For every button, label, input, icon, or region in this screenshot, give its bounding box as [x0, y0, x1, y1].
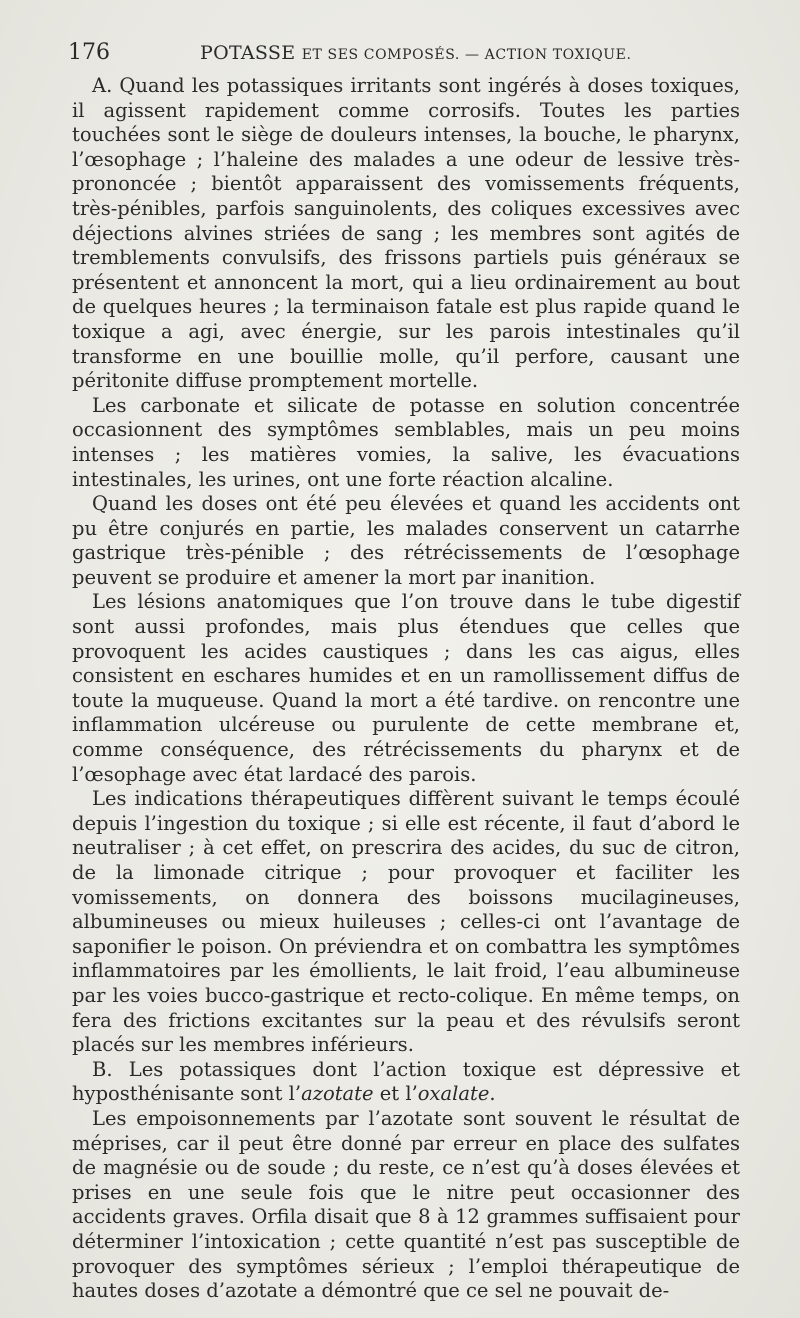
paragraph: A. Quand les potassiques irritants sont ingérés à doses toxiques, il agissent rapidement comme corrosifs. Toutes les parties touchées sont le siège de douleurs intenses, la bouche, le pharynx, l’œsophage ; l’haleine des malades a une odeur de lessive très-prononcée ; bientôt apparaissent des vomissements fréquents, très-pénibles, parfois sanguinolents, des coliques excessives avec déjections alvines striées de sang ; les membres sont agités de tremblements convulsifs, des frissons partiels puis généraux se présentent et annoncent la mort, qui a lieu ordinairement au bout de quelques heures ; la terminaison fatale est plus rapide quand le toxique a agi, avec énergie, sur les parois intestinales qu’il transforme en une bouillie molle, qu’il perfore, causant une péritonite diffuse promptement mortelle.	[72, 74, 740, 393]
body-text	[72, 74, 740, 1304]
paragraph: Les indications thérapeutiques diffèrent suivant le temps écoulé depuis l’ingestion du toxique ; si elle est récente, il faut d’abord le neutraliser ; à cet effet, on prescrira des acides, du suc de citron, de la limonade citrique ; pour provoquer et faciliter les vomissements, on donnera des boissons mucilagineuses, albumineuses ou mieux huileuses ; celles-ci ont l’avantage de saponifier le poison. On préviendra et on combattra les symptômes inflammatoires par les émollients, le lait froid, l’eau albumineuse par les voies bucco-gastrique et recto-colique. En même temps, on fera des frictions excitantes sur la peau et des révulsifs seront placés sur les membres inférieurs.	[72, 787, 740, 1057]
running-head	[200, 42, 632, 64]
paragraph: Quand les doses ont été peu élevées et quand les accidents ont pu être conjurés en partie, les malades conservent un catarrhe gastrique très-pénible ; des rétrécissements de l’œsophage peuvent se produire et amener la mort par inanition.	[72, 492, 740, 589]
running-head-title: POTASSE	[200, 42, 296, 64]
azotate-term: azotate	[301, 1082, 374, 1106]
paragraph-b-end: .	[489, 1082, 496, 1106]
paragraph: Les carbonate et silicate de potasse en solution concentrée occasionnent des symptômes semblables, mais un peu moins intenses ; les matières vomies, la salive, les évacuations intestinales, les urines, ont une forte réaction alcaline.	[72, 393, 740, 491]
running-head-subtitle: ET SES COMPOSÉS. — ACTION TOXIQUE.	[301, 47, 632, 63]
paragraph-b-connector: et l’	[373, 1082, 418, 1106]
paragraph: Les lésions anatomiques que l’on trouve dans le tube digestif sont aussi profondes, mais plus étendues que celles que provoquent les acides caustiques ; dans les cas aigus, elles consistent en eschares humides et en un ramollissement diffus de toute la muqueuse. Quand la mort a été tardive. on rencontre une inflammation ulcéreuse ou purulente de cette membrane et, comme conséquence, des rétrécissements du pharynx et de l’œsophage avec état lardacé des parois.	[72, 590, 740, 786]
paragraph-b	[72, 1058, 740, 1107]
paragraph: Les empoisonnements par l’azotate sont souvent le résultat de méprises, car il peut être donné par erreur en place des sulfates de magnésie ou de soude ; du reste, ce n’est qu’à doses élevées et prises en une seule fois que le nitre peut occasionner des accidents graves. Orfila disait que 8 à 12 grammes suffisaient pour déterminer l’intoxication ; cette quantité n’est pas susceptible de provoquer des symptômes sérieux ; l’emploi thérapeutique de hautes doses d’azotate a démontré que ce sel ne pouvait de-	[72, 1106, 740, 1303]
page-number: 176	[68, 40, 110, 65]
oxalate-term: oxalate	[417, 1082, 490, 1106]
paragraph-b-text: B. Les potassiques dont l’action toxique est dépressive et hyposthénisante sont l’	[72, 1057, 740, 1106]
